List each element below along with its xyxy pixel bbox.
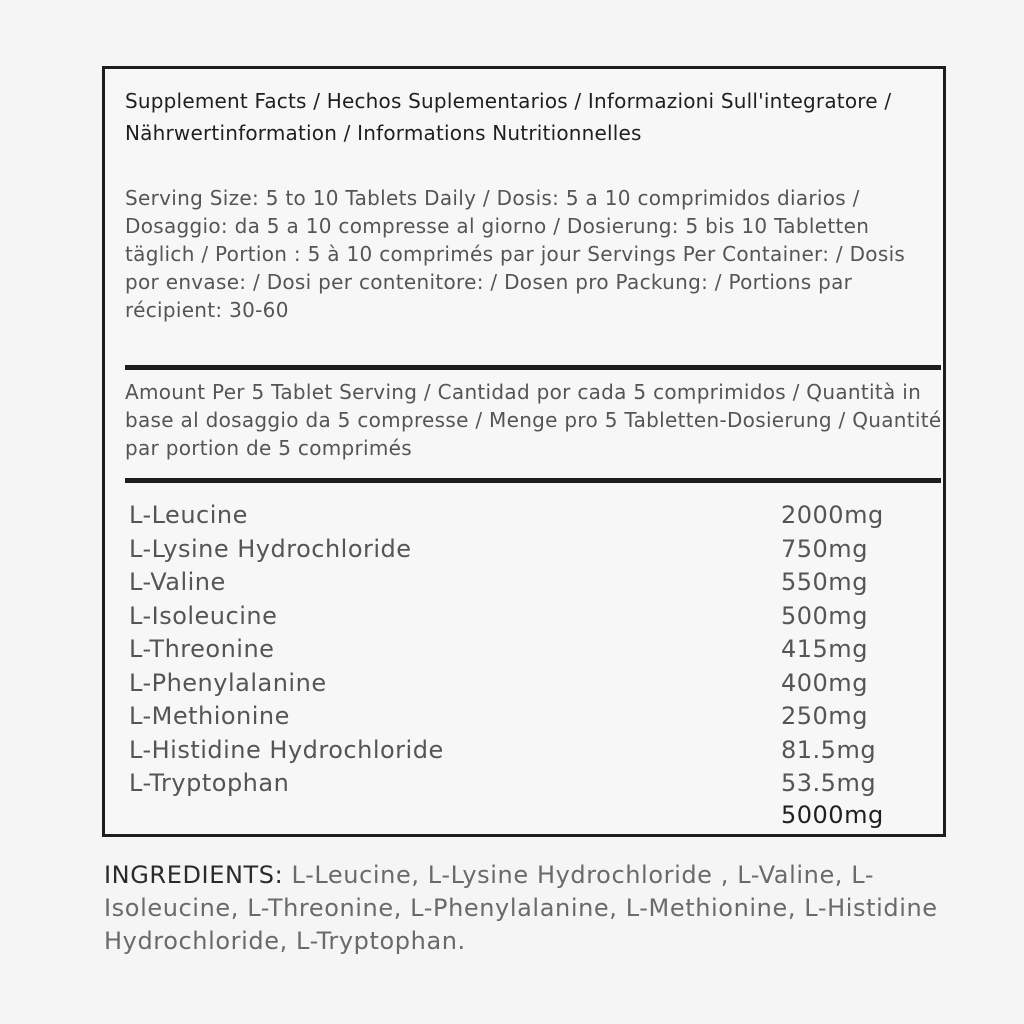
nutrient-row [129,499,919,533]
nutrient-amount: 500mg [781,601,868,630]
ingredients-label: INGREDIENTS: [104,861,284,889]
nutrient-amount: 400mg [781,668,868,697]
nutrient-name: L-Tryptophan [129,769,290,797]
nutrient-row [129,633,919,667]
nutrient-row [129,566,919,600]
serving-info: Serving Size: 5 to 10 Tablets Daily / Dosis: 5 a 10 comprimidos diarios / Dosaggio: da 5 a 10 compresse al giorno / Dosierung: 5 bis 10 Tabletten täglich / Portion : 5 à 10 comprimés par jour Servings Per Container: / Dosis por envase: / Dosi per contenitore: / Dosen pro Packung: / Portions par récipient: 30-60 [125,186,906,322]
nutrient-name: L-Threonine [129,635,275,663]
nutrient-row [129,600,919,634]
nutrient-amount: 250mg [781,702,868,730]
nutrient-amount: 2000mg [781,501,884,529]
total-amount: 5000mg [781,801,884,829]
divider-thick [125,365,941,370]
ingredients-statement [104,859,964,958]
nutrient-name: L-Leucine [129,501,248,529]
nutrient-name: L-Valine [129,568,226,596]
ingredients-text: L-Leucine, L-Lysine Hydrochloride , L-Valine, L-Isoleucine, L-Threonine, L-Phenylalanine, L-Methionine, L-Histidine Hydrochloride, L-Tryptophan. [104,861,938,955]
nutrient-row [129,700,919,734]
nutrient-name: L-Isoleucine [129,601,278,630]
nutrient-amount: 53.5mg [781,769,877,797]
nutrient-row [129,667,919,701]
nutrient-row [129,767,919,801]
nutrient-name: L-Methionine [129,702,290,730]
amount-per-serving: Amount Per 5 Tablet Serving / Cantidad por cada 5 comprimidos / Quantità in base al dosaggio da 5 compresse / Menge pro 5 Tabletten-Dosierung / Quantité par portion de 5 comprimés [125,380,942,460]
nutrient-name: L-Phenylalanine [129,668,327,697]
divider-thick [125,478,941,483]
nutrient-name: L-Histidine Hydrochloride [129,735,444,764]
nutrient-amount: 550mg [781,568,868,596]
nutrient-amount: 750mg [781,534,868,563]
supplement-facts-panel [102,66,946,837]
nutrient-row [129,533,919,567]
nutrient-amount: 415mg [781,635,868,663]
nutrient-list [129,499,919,801]
nutrient-row [129,734,919,768]
facts-title: Supplement Facts / Hechos Suplementarios / Informazioni Sull'integratore / Nährwertinformation / Informations Nutritionnelles [125,89,892,145]
nutrient-name: L-Lysine Hydrochloride [129,534,412,563]
nutrient-amount: 81.5mg [781,735,877,764]
